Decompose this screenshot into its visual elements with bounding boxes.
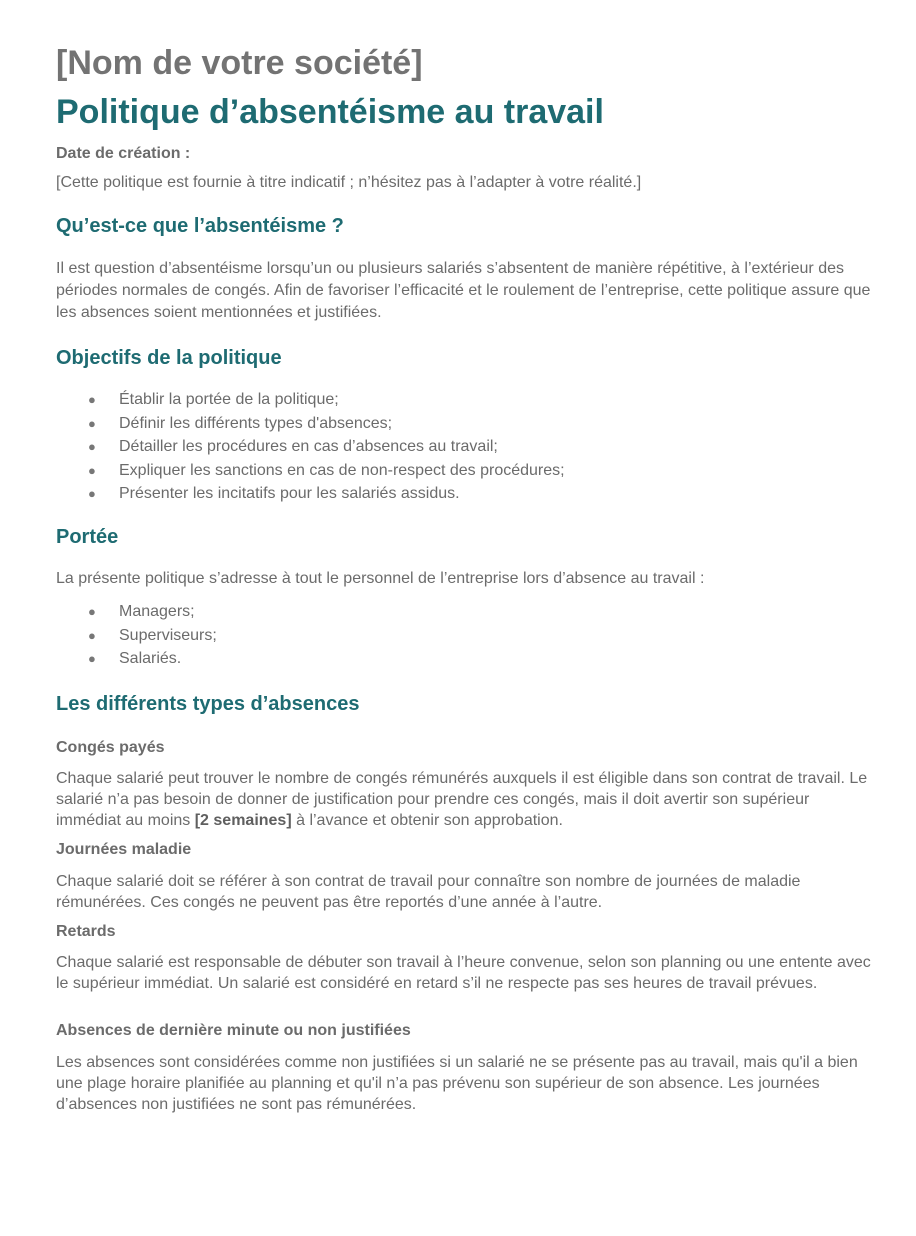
disclaimer-note: [Cette politique est fournie à titre indicatif ; n’hésitez pas à l’adapter à votre réalité.] [56, 174, 642, 191]
bullet-icon: ● [88, 604, 96, 619]
bullet-icon: ● [88, 462, 96, 478]
bullet-icon: ● [88, 486, 96, 501]
scope-list [56, 600, 217, 671]
subheading-sick-days: Journées maladie [56, 841, 192, 858]
bullet-icon: ● [88, 415, 96, 431]
section-heading-types: Les différents types d’absences [56, 693, 360, 715]
subheading-paid-leave: Congés payés [56, 739, 165, 756]
company-name: [Nom de votre société] [56, 44, 423, 82]
list-item: ● Managers; [56, 600, 217, 624]
list-item: ● Superviseurs; [56, 624, 217, 648]
notice-period-emphasis: [2 semaines] [194, 812, 292, 829]
section-heading-definition: Qu’est-ce que l’absentéisme ? [56, 215, 344, 237]
list-item: ● Expliquer les sanctions en cas de non-respect des procédures; [56, 459, 565, 483]
objectives-list [56, 388, 565, 506]
list-item: ● Salariés. [56, 647, 217, 671]
bullet-icon: ● [88, 392, 96, 407]
section-heading-scope: Portée [56, 526, 119, 548]
unjustified-paragraph: Les absences sont considérées comme non justifiées si un salarié ne se présente pas au travail, mais qu'il a bien une plage horaire planifiée au planning et qu'il n’a pas prévenu son supérieur de son absence. Les journées d’absences non justifiées ne sont pas rémunérées. [56, 1054, 858, 1113]
scope-intro: La présente politique s’adresse à tout le personnel de l’entreprise lors d’absence au travail : [56, 570, 705, 587]
definition-paragraph: Il est question d’absentéisme lorsqu’un ou plusieurs salariés s’absentent de manière répétitive, à l’extérieur des périodes normales de congés. Afin de favoriser l’efficacité et le roulement de l’entreprise, cette politique assure que les absences soient mentionnées et justifiées. [56, 260, 871, 321]
list-item: ● Présenter les incitatifs pour les salariés assidus. [56, 482, 565, 506]
subheading-lateness: Retards [56, 923, 116, 940]
document-title: Politique d’absentéisme au travail [56, 93, 604, 131]
bullet-icon: ● [88, 651, 96, 666]
bullet-icon: ● [88, 439, 96, 454]
list-item: ● Définir les différents types d'absences; [56, 412, 565, 436]
subheading-unjustified: Absences de dernière minute ou non justifiées [56, 1022, 411, 1039]
paid-leave-paragraph: Chaque salarié peut trouver le nombre de congés rémunérés auxquels il est éligible dans son contrat de travail. Le salarié n’a pas besoin de donner de justification pour prendre ces congés, mais il doit avertir son supérieur immédiat au moins [2 semaines] à l’avance et obtenir son approbation. [56, 770, 868, 829]
list-item: ● Établir la portée de la politique; [56, 388, 565, 412]
sick-days-paragraph: Chaque salarié doit se référer à son contrat de travail pour connaître son nombre de journées de maladie rémunérées. Ces congés ne peuvent pas être reportés d’une année à l’autre. [56, 873, 801, 911]
section-heading-objectives: Objectifs de la politique [56, 347, 282, 369]
creation-date-label: Date de création : [56, 145, 191, 162]
lateness-paragraph: Chaque salarié est responsable de débuter son travail à l’heure convenue, selon son planning ou une entente avec le supérieur immédiat. Un salarié est considéré en retard s’il ne respecte pas ses heures de travail prévues. [56, 954, 871, 992]
bullet-icon: ● [88, 627, 96, 643]
list-item: ● Détailler les procédures en cas d’absences au travail; [56, 435, 565, 459]
